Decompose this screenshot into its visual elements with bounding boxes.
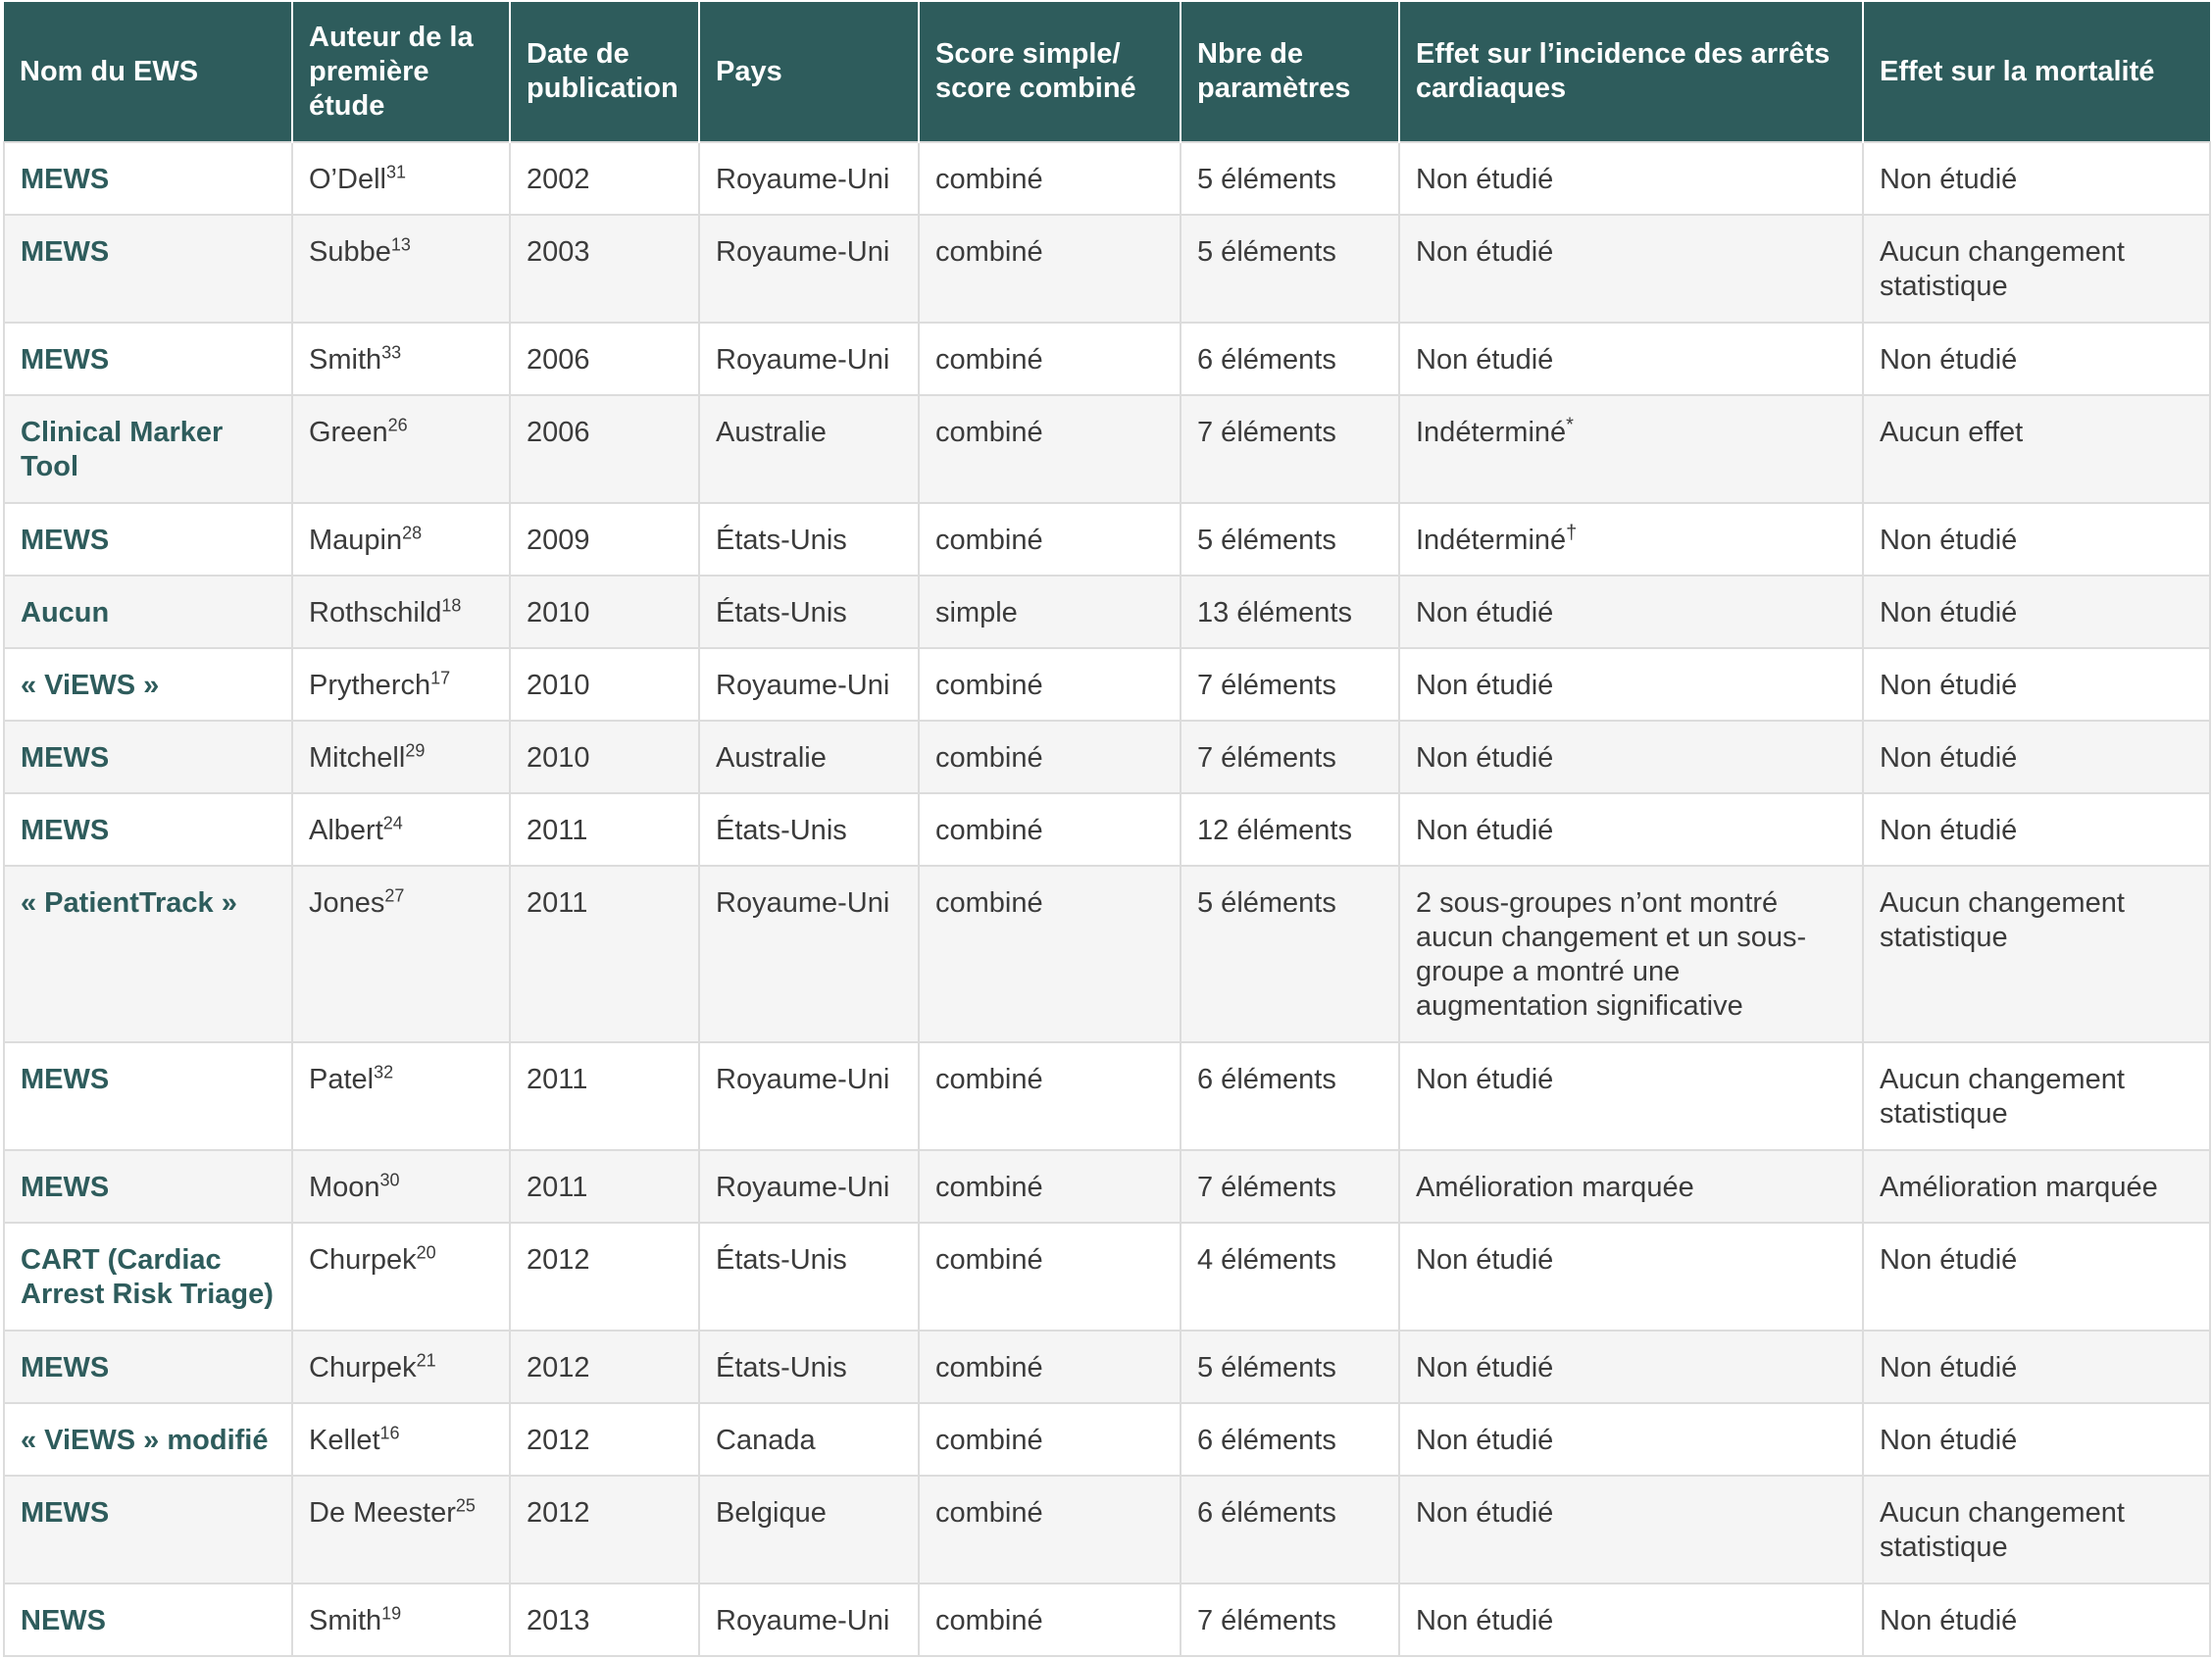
cell-ews-name: Clinical Marker Tool: [4, 395, 292, 503]
header-mortality-effect: Effet sur la mortalité: [1863, 2, 2210, 142]
cell-first-author: [292, 1584, 510, 1656]
cell-score-type: combiné: [919, 648, 1181, 721]
cell-country: États-Unis: [699, 1223, 919, 1331]
cell-parameter-count: 5 éléments: [1181, 503, 1399, 576]
cell-mortality-effect: Non étudié: [1863, 721, 2210, 793]
cell-ews-name: MEWS: [4, 1042, 292, 1150]
cell-mortality-effect: Non étudié: [1863, 1403, 2210, 1476]
cell-publication-date: 2011: [510, 1042, 699, 1150]
cell-first-author: [292, 648, 510, 721]
cell-publication-date: 2002: [510, 142, 699, 215]
cell-parameter-count: 5 éléments: [1181, 142, 1399, 215]
table-row: [4, 1403, 2210, 1476]
cell-score-type: combiné: [919, 1584, 1181, 1656]
cell-first-author: [292, 142, 510, 215]
reference-number: 19: [381, 1603, 402, 1624]
cell-parameter-count: 6 éléments: [1181, 1042, 1399, 1150]
table-row: [4, 503, 2210, 576]
cell-publication-date: 2012: [510, 1223, 699, 1331]
cell-first-author: [292, 1042, 510, 1150]
cell-first-author: [292, 1150, 510, 1223]
cardiac-arrest-effect-text: Non étudié: [1416, 1352, 1554, 1383]
cell-parameter-count: 5 éléments: [1181, 1331, 1399, 1403]
cell-country: Royaume-Uni: [699, 142, 919, 215]
ews-table-container: [3, 2, 2209, 1657]
author-name: Rothschild: [309, 597, 442, 628]
reference-number: 13: [390, 234, 411, 255]
table-row: [4, 721, 2210, 793]
cell-publication-date: 2003: [510, 215, 699, 323]
header-publication-date: Date de publication: [510, 2, 699, 142]
reference-number: 25: [455, 1495, 476, 1516]
cell-parameter-count: 12 éléments: [1181, 793, 1399, 866]
cardiac-arrest-effect-text: Non étudié: [1416, 670, 1554, 701]
author-name: Smith: [309, 344, 382, 376]
cell-cardiac-arrest-effect: [1399, 1150, 1863, 1223]
cell-publication-date: 2012: [510, 1331, 699, 1403]
cell-mortality-effect: Amélioration marquée: [1863, 1150, 2210, 1223]
cell-ews-name: MEWS: [4, 503, 292, 576]
cardiac-arrest-effect-text: Non étudié: [1416, 597, 1554, 628]
cell-country: Royaume-Uni: [699, 215, 919, 323]
cell-publication-date: 2011: [510, 866, 699, 1042]
cardiac-arrest-effect-text: Non étudié: [1416, 236, 1554, 268]
author-name: Maupin: [309, 525, 403, 556]
cell-parameter-count: 7 éléments: [1181, 395, 1399, 503]
header-ews-name: Nom du EWS: [4, 2, 292, 142]
cell-country: Royaume-Uni: [699, 1042, 919, 1150]
cell-country: Belgique: [699, 1476, 919, 1584]
cardiac-arrest-effect-text: Indéterminé: [1416, 417, 1567, 448]
cell-country: Royaume-Uni: [699, 1150, 919, 1223]
table-row: [4, 1331, 2210, 1403]
header-cardiac-arrest-effect: Effet sur l’incidence des arrêts cardiaques: [1399, 2, 1863, 142]
cell-parameter-count: 5 éléments: [1181, 215, 1399, 323]
author-name: Moon: [309, 1172, 380, 1203]
cell-mortality-effect: Aucun changement statistique: [1863, 1476, 2210, 1584]
cell-score-type: combiné: [919, 1331, 1181, 1403]
reference-number: 27: [384, 885, 405, 906]
footnote-symbol: †: [1566, 522, 1578, 544]
cell-ews-name: MEWS: [4, 1331, 292, 1403]
cell-mortality-effect: Non étudié: [1863, 142, 2210, 215]
cell-parameter-count: 7 éléments: [1181, 1584, 1399, 1656]
author-name: Prytherch: [309, 670, 431, 701]
table-row: [4, 215, 2210, 323]
header-score-type: Score simple/ score combiné: [919, 2, 1181, 142]
cell-ews-name: « ViEWS » modifié: [4, 1403, 292, 1476]
reference-number: 31: [385, 162, 406, 182]
footnote-symbol: *: [1566, 414, 1574, 436]
cell-cardiac-arrest-effect: [1399, 142, 1863, 215]
table-row: [4, 793, 2210, 866]
cell-ews-name: CART (Cardiac Arrest Risk Triage): [4, 1223, 292, 1331]
table-row: [4, 866, 2210, 1042]
cell-score-type: combiné: [919, 793, 1181, 866]
header-first-author: Auteur de la première étude: [292, 2, 510, 142]
author-name: Subbe: [309, 236, 391, 268]
cell-cardiac-arrest-effect: [1399, 1042, 1863, 1150]
cell-parameter-count: 6 éléments: [1181, 1476, 1399, 1584]
cell-country: Canada: [699, 1403, 919, 1476]
author-name: De Meester: [309, 1497, 456, 1529]
cell-parameter-count: 13 éléments: [1181, 576, 1399, 648]
cell-ews-name: MEWS: [4, 721, 292, 793]
cell-mortality-effect: Aucun effet: [1863, 395, 2210, 503]
cell-first-author: [292, 576, 510, 648]
cell-score-type: combiné: [919, 866, 1181, 1042]
table-row: [4, 1150, 2210, 1223]
cell-ews-name: MEWS: [4, 215, 292, 323]
cell-ews-name: Aucun: [4, 576, 292, 648]
author-name: Kellet: [309, 1425, 380, 1456]
author-name: Mitchell: [309, 742, 406, 774]
cell-cardiac-arrest-effect: [1399, 576, 1863, 648]
table-body: [4, 142, 2210, 1656]
reference-number: 20: [416, 1242, 436, 1263]
cell-cardiac-arrest-effect: [1399, 1403, 1863, 1476]
table-header: [4, 2, 2210, 142]
cell-cardiac-arrest-effect: [1399, 648, 1863, 721]
cell-cardiac-arrest-effect: [1399, 323, 1863, 395]
cell-country: Royaume-Uni: [699, 648, 919, 721]
cell-parameter-count: 7 éléments: [1181, 648, 1399, 721]
cell-country: Australie: [699, 395, 919, 503]
cell-publication-date: 2006: [510, 323, 699, 395]
reference-number: 18: [441, 595, 462, 616]
cell-score-type: combiné: [919, 1476, 1181, 1584]
reference-number: 21: [416, 1350, 436, 1371]
reference-number: 26: [387, 415, 408, 435]
cell-ews-name: NEWS: [4, 1584, 292, 1656]
cell-first-author: [292, 395, 510, 503]
cell-parameter-count: 4 éléments: [1181, 1223, 1399, 1331]
cardiac-arrest-effect-text: Non étudié: [1416, 815, 1554, 846]
cell-mortality-effect: Non étudié: [1863, 648, 2210, 721]
cardiac-arrest-effect-text: Non étudié: [1416, 1064, 1554, 1095]
cell-parameter-count: 6 éléments: [1181, 1403, 1399, 1476]
reference-number: 33: [381, 342, 402, 363]
cell-country: Royaume-Uni: [699, 323, 919, 395]
cardiac-arrest-effect-text: Non étudié: [1416, 344, 1554, 376]
table-row: [4, 576, 2210, 648]
cell-country: Australie: [699, 721, 919, 793]
cell-country: Royaume-Uni: [699, 1584, 919, 1656]
cell-score-type: combiné: [919, 1150, 1181, 1223]
cell-mortality-effect: Non étudié: [1863, 503, 2210, 576]
cardiac-arrest-effect-text: Non étudié: [1416, 1244, 1554, 1276]
cell-parameter-count: 7 éléments: [1181, 1150, 1399, 1223]
author-name: O’Dell: [309, 164, 386, 195]
table-row: [4, 648, 2210, 721]
cell-mortality-effect: Non étudié: [1863, 323, 2210, 395]
table-row: [4, 1584, 2210, 1656]
author-name: Smith: [309, 1605, 382, 1636]
cardiac-arrest-effect-text: Indéterminé: [1416, 525, 1567, 556]
cell-publication-date: 2013: [510, 1584, 699, 1656]
cell-cardiac-arrest-effect: [1399, 503, 1863, 576]
cell-score-type: combiné: [919, 721, 1181, 793]
cell-first-author: [292, 323, 510, 395]
cell-cardiac-arrest-effect: [1399, 395, 1863, 503]
cell-first-author: [292, 866, 510, 1042]
cell-mortality-effect: Aucun changement statistique: [1863, 1042, 2210, 1150]
reference-number: 16: [379, 1423, 400, 1443]
cell-first-author: [292, 1403, 510, 1476]
cell-cardiac-arrest-effect: [1399, 215, 1863, 323]
cell-publication-date: 2010: [510, 576, 699, 648]
cell-mortality-effect: Non étudié: [1863, 1223, 2210, 1331]
author-name: Jones: [309, 887, 385, 919]
table-row: [4, 1223, 2210, 1331]
cell-cardiac-arrest-effect: [1399, 793, 1863, 866]
cell-score-type: combiné: [919, 1223, 1181, 1331]
cell-cardiac-arrest-effect: [1399, 1584, 1863, 1656]
cardiac-arrest-effect-text: Amélioration marquée: [1416, 1172, 1694, 1203]
cell-parameter-count: 7 éléments: [1181, 721, 1399, 793]
cell-score-type: combiné: [919, 142, 1181, 215]
cardiac-arrest-effect-text: Non étudié: [1416, 1605, 1554, 1636]
reference-number: 32: [374, 1062, 394, 1082]
header-row: [4, 2, 2210, 142]
cell-score-type: combiné: [919, 1042, 1181, 1150]
cell-first-author: [292, 503, 510, 576]
table-row: [4, 1476, 2210, 1584]
cell-cardiac-arrest-effect: [1399, 1331, 1863, 1403]
table-row: [4, 323, 2210, 395]
cell-country: États-Unis: [699, 793, 919, 866]
cell-country: États-Unis: [699, 576, 919, 648]
cell-mortality-effect: Non étudié: [1863, 793, 2210, 866]
cell-cardiac-arrest-effect: [1399, 721, 1863, 793]
cell-first-author: [292, 215, 510, 323]
cardiac-arrest-effect-text: Non étudié: [1416, 164, 1554, 195]
cell-score-type: combiné: [919, 503, 1181, 576]
cell-mortality-effect: Non étudié: [1863, 1331, 2210, 1403]
cell-publication-date: 2011: [510, 1150, 699, 1223]
cell-publication-date: 2010: [510, 648, 699, 721]
cell-ews-name: MEWS: [4, 1150, 292, 1223]
cell-mortality-effect: Non étudié: [1863, 1584, 2210, 1656]
author-name: Patel: [309, 1064, 375, 1095]
cell-publication-date: 2011: [510, 793, 699, 866]
cell-parameter-count: 6 éléments: [1181, 323, 1399, 395]
cell-first-author: [292, 1223, 510, 1331]
cell-publication-date: 2012: [510, 1476, 699, 1584]
header-parameter-count: Nbre de paramètres: [1181, 2, 1399, 142]
cell-publication-date: 2006: [510, 395, 699, 503]
author-name: Green: [309, 417, 388, 448]
cell-score-type: combiné: [919, 323, 1181, 395]
cell-cardiac-arrest-effect: [1399, 1476, 1863, 1584]
author-name: Albert: [309, 815, 383, 846]
cardiac-arrest-effect-text: Non étudié: [1416, 742, 1554, 774]
cell-ews-name: « PatientTrack »: [4, 866, 292, 1042]
cell-mortality-effect: Aucun changement statistique: [1863, 215, 2210, 323]
table-row: [4, 1042, 2210, 1150]
cell-score-type: simple: [919, 576, 1181, 648]
reference-number: 24: [382, 813, 403, 833]
author-name: Churpek: [309, 1244, 417, 1276]
reference-number: 17: [430, 668, 451, 688]
cell-ews-name: MEWS: [4, 1476, 292, 1584]
cell-mortality-effect: Non étudié: [1863, 576, 2210, 648]
ews-studies-table: [3, 2, 2211, 1657]
cell-ews-name: MEWS: [4, 142, 292, 215]
cell-mortality-effect: Aucun changement statistique: [1863, 866, 2210, 1042]
cell-ews-name: « ViEWS »: [4, 648, 292, 721]
cell-first-author: [292, 1331, 510, 1403]
cell-parameter-count: 5 éléments: [1181, 866, 1399, 1042]
cell-country: Royaume-Uni: [699, 866, 919, 1042]
cell-publication-date: 2009: [510, 503, 699, 576]
header-country: Pays: [699, 2, 919, 142]
table-row: [4, 142, 2210, 215]
cell-score-type: combiné: [919, 215, 1181, 323]
cell-cardiac-arrest-effect: [1399, 866, 1863, 1042]
cell-country: États-Unis: [699, 1331, 919, 1403]
cell-ews-name: MEWS: [4, 323, 292, 395]
cell-publication-date: 2010: [510, 721, 699, 793]
cell-score-type: combiné: [919, 395, 1181, 503]
cardiac-arrest-effect-text: 2 sous-groupes n’ont montré aucun changement et un sous-groupe a montré une augmentation significative: [1416, 887, 1807, 1022]
author-name: Churpek: [309, 1352, 417, 1383]
cardiac-arrest-effect-text: Non étudié: [1416, 1497, 1554, 1529]
reference-number: 29: [405, 740, 426, 761]
table-row: [4, 395, 2210, 503]
cell-first-author: [292, 1476, 510, 1584]
cell-cardiac-arrest-effect: [1399, 1223, 1863, 1331]
cell-ews-name: MEWS: [4, 793, 292, 866]
reference-number: 30: [379, 1170, 400, 1190]
reference-number: 28: [402, 523, 423, 543]
cell-first-author: [292, 793, 510, 866]
cell-country: États-Unis: [699, 503, 919, 576]
cell-first-author: [292, 721, 510, 793]
cell-publication-date: 2012: [510, 1403, 699, 1476]
cardiac-arrest-effect-text: Non étudié: [1416, 1425, 1554, 1456]
cell-score-type: combiné: [919, 1403, 1181, 1476]
